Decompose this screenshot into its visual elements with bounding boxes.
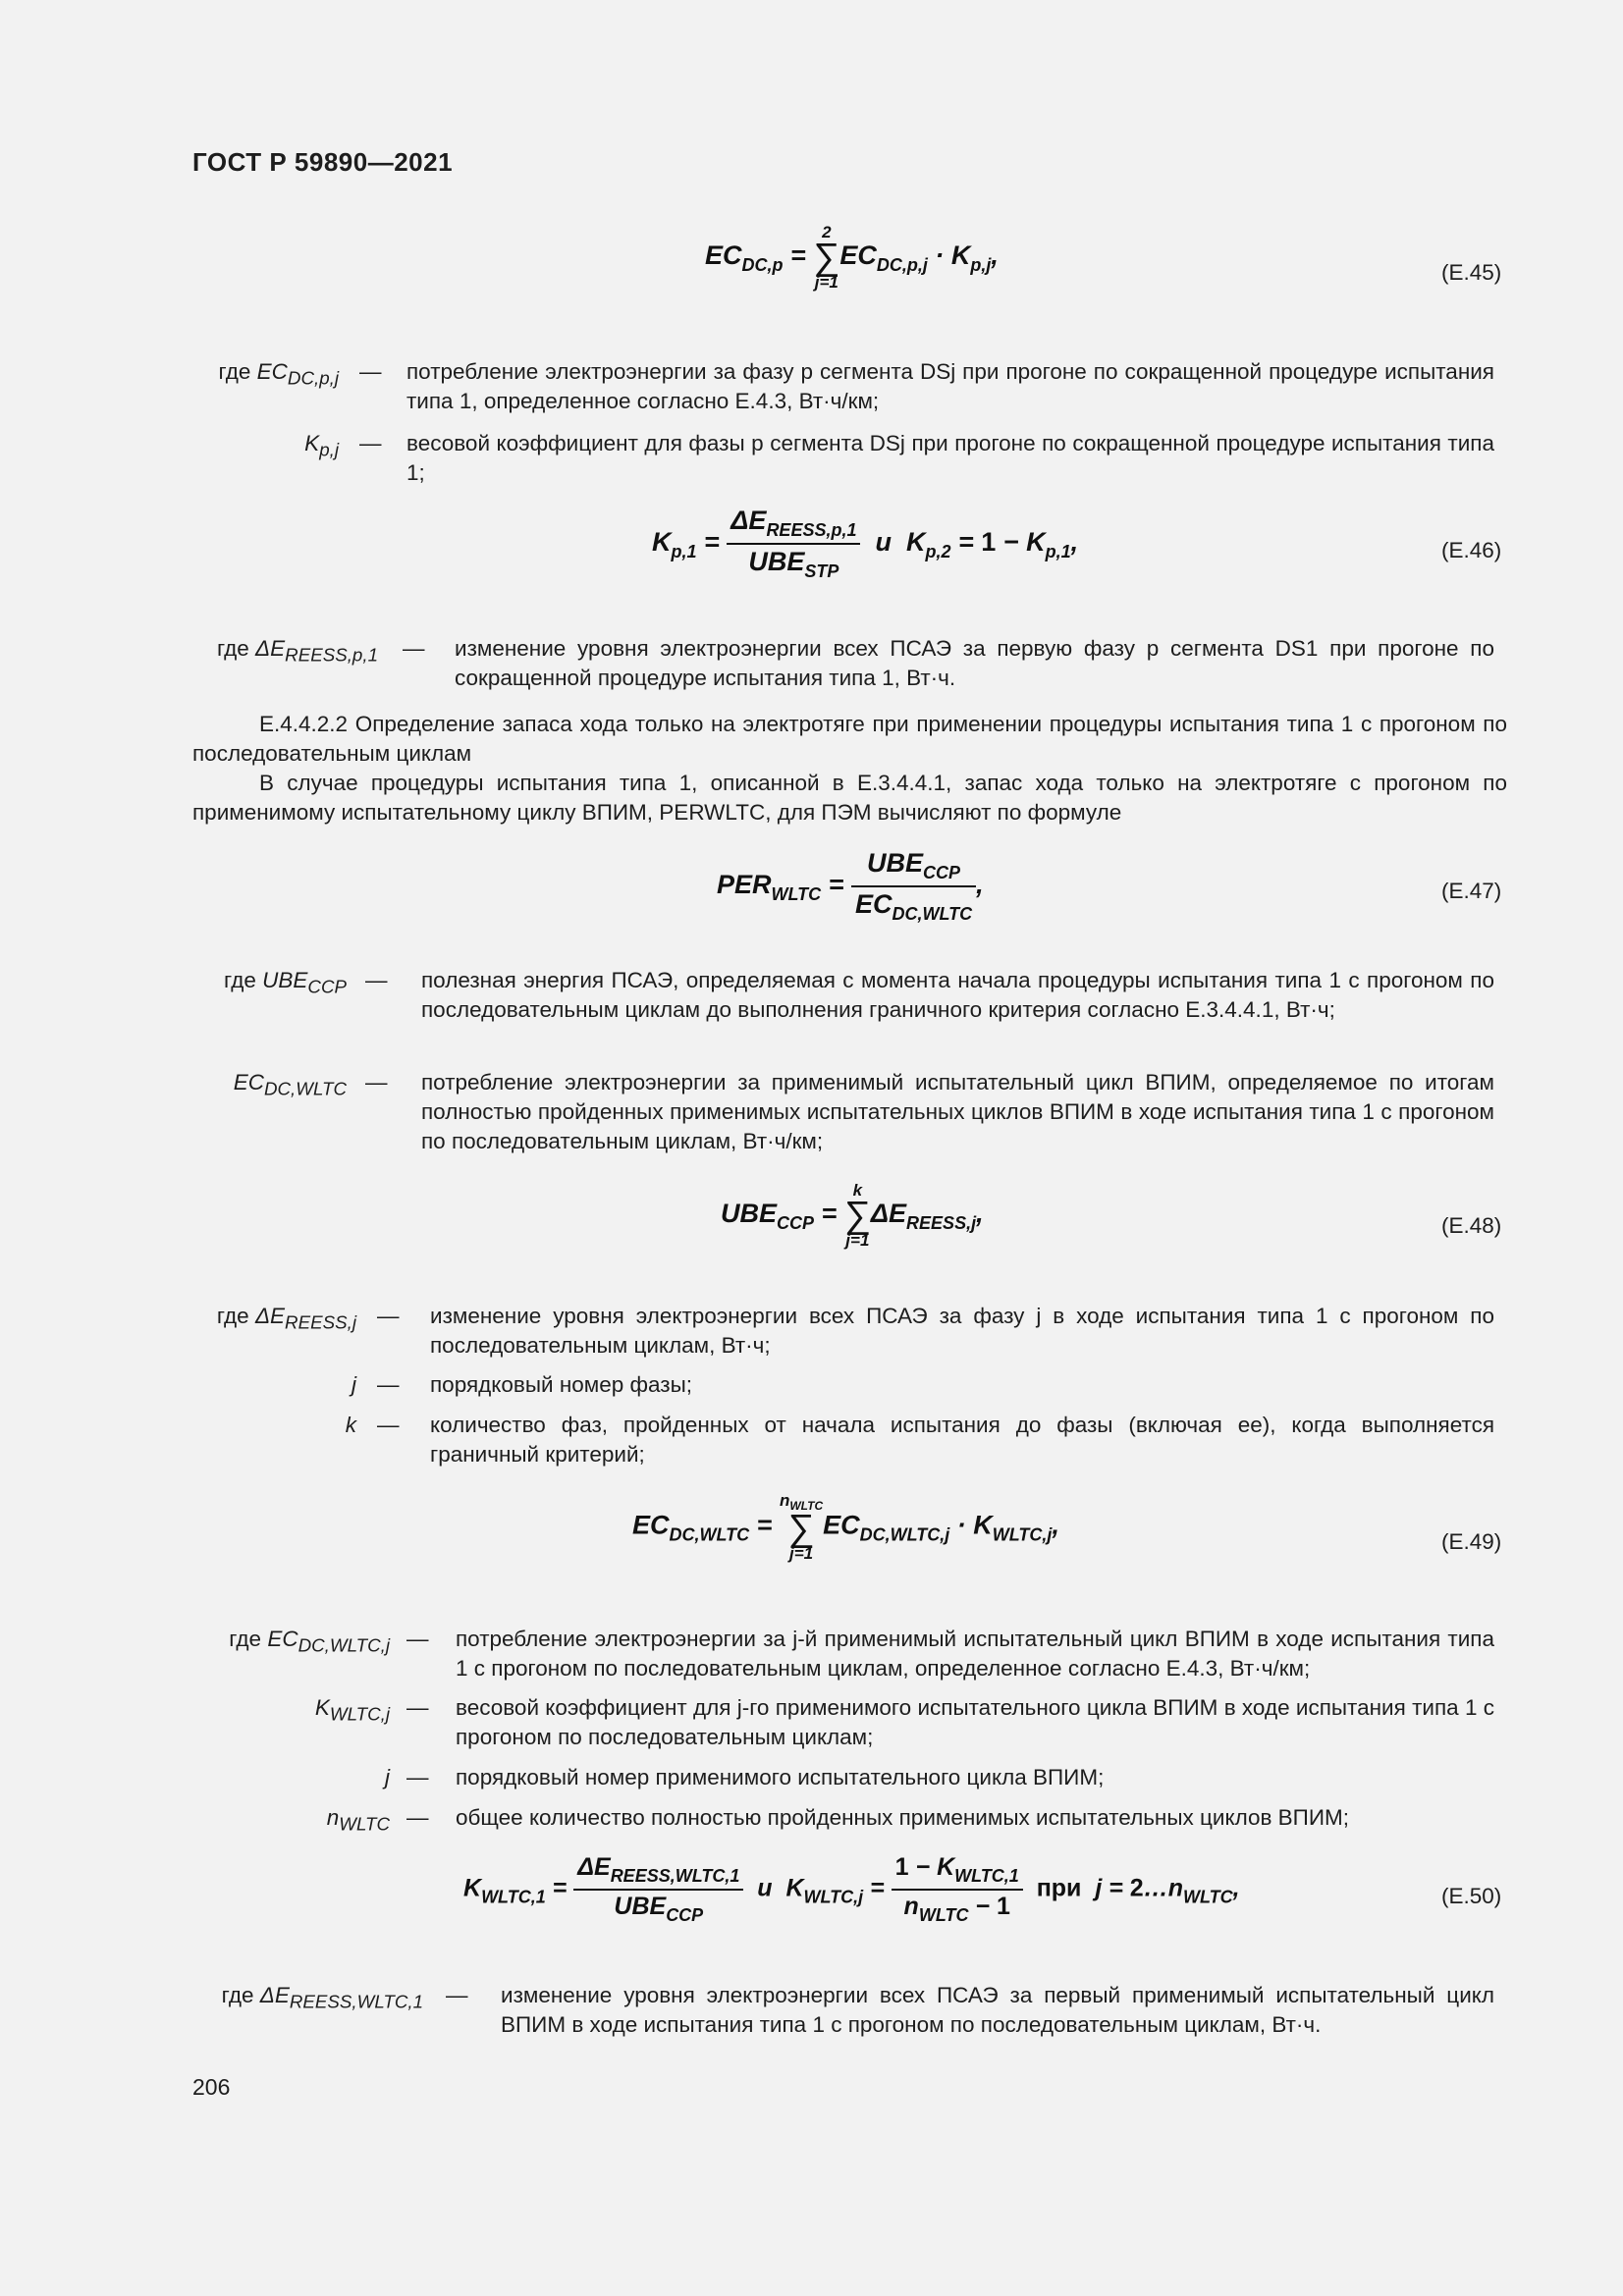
equation-number-e46: (Е.46) [1441, 538, 1502, 562]
and-word: и [875, 527, 892, 558]
term-ube-ccp: где $UBE_{CCP}$ [224, 968, 347, 997]
equation-number-e50: (Е.50) [1441, 1884, 1502, 1908]
term-ec-dc-p-j: где $EC_{DC,p,j}$ [218, 359, 339, 389]
definition-dash: — [377, 1413, 400, 1437]
definition-dash: — [406, 1627, 429, 1651]
equation-number-e49: (Е.49) [1441, 1529, 1502, 1554]
formula-e48: $UBE_{CCP}$ = k ∑ j=1 $\Delta E_{REESS,j}$, [721, 1181, 984, 1250]
section-paragraph-e4422: Е.4.4.2.2 Определение запаса хода только на электротяге при применении процедуры испытания типа 1 с прогоном по последовательным циклам [192, 712, 1507, 766]
sum-symbol: $n_{WLTC}$ ∑ j=1 [779, 1491, 824, 1563]
where-word: где [216, 1304, 249, 1328]
term-ec-dc-wltc: $EC_{DC,WLTC}$ [233, 1070, 347, 1099]
paragraph-per-wltc: В случае процедуры испытания типа 1, описанной в Е.3.4.4.1, запас хода только на электротяге с прогоном по применимому испытательному циклу ВПИМ, PERWLTC, для ПЭМ вычисляют по формуле [192, 771, 1507, 825]
fraction: $\frac{\Delta E_{REESS,p,1}}{UBE_{STP}}$ [727, 506, 860, 582]
definition-k-wltc-j: весовой коэффициент для j-го применимого испытательного цикла ВПИМ в ходе испытания типа 1 с прогоном по последовательным циклам; [456, 1695, 1494, 1749]
formula-e47: $PER_{WLTC}$ = $\frac{UBE_{CCP}}{EC_{DC,WLTC}}$ , [717, 848, 984, 924]
formula-e50: $K_{WLTC,1}$ = $\frac{\Delta E_{REESS,WLTC,1}}{UBE_{CCP}}$ и $K_{WLTC,j}$ = $\frac{1 - K_{WLTC,1}}{n_{WLTC} - 1}$ при $j = 2\dots n_{WLTC}$, [463, 1853, 1240, 1925]
definition-dash: — [406, 1695, 429, 1720]
where-word: где [216, 636, 249, 661]
definition-ube-ccp: полезная энергия ПСАЭ, определяемая с момента начала процедуры испытания типа 1 с прогоном по последовательным циклам до выполнения граничного критерия согласно Е.3.4.4.1, Вт·ч; [421, 968, 1494, 1022]
definition-delta-e-reess-wltc-1: изменение уровня электроэнергии всех ПСАЭ за первый применимый испытательный цикл ВПИМ в ходе испытания типа 1 с прогоном по последовательным циклам, Вт·ч. [501, 1983, 1494, 2037]
where-word: где [224, 968, 256, 992]
definition-dash: — [377, 1304, 400, 1328]
definition-delta-e-reess-j: изменение уровня электроэнергии всех ПСАЭ за фазу j в ходе испытания типа 1 с прогоном по последовательным циклам, Вт·ч; [430, 1304, 1494, 1358]
definition-j: порядковый номер фазы; [430, 1372, 693, 1397]
formula-e46: $K_{p,1}$ = $\frac{\Delta E_{REESS,p,1}}{UBE_{STP}}$ и $K_{p,2} = 1 - K_{p,1}$, [652, 506, 1079, 581]
definition-n-wltc: общее количество полностью пройденных применимых испытательных циклов ВПИМ; [456, 1805, 1350, 1830]
page-number: 206 [192, 2074, 231, 2100]
fraction: $\frac{1 - K_{WLTC,1}}{n_{WLTC} - 1}$ [892, 1853, 1023, 1926]
definition-k: количество фаз, пройденных от начала испытания до фазы (включая ее), когда выполняется граничный критерий; [430, 1413, 1494, 1467]
term-k-p-j: $K_{p,j}$ [304, 431, 339, 460]
formula-e45: $EC_{DC,p}$ = 2 ∑ j=1 $EC_{DC,p,j} \cdot K_{p,j}$, [705, 223, 999, 292]
term-ec-dc-wltc-j: где $EC_{DC,WLTC,j}$ [229, 1627, 390, 1656]
definition-dash: — [446, 1983, 468, 2007]
term-j: j [385, 1765, 390, 1789]
equation-number-e47: (Е.47) [1441, 879, 1502, 903]
equation-number-e48: (Е.48) [1441, 1213, 1502, 1238]
where-word: где [221, 1983, 254, 2007]
definition-dash: — [359, 431, 382, 455]
term-k-wltc-j: $K_{WLTC,j}$ [314, 1695, 390, 1725]
sum-symbol: k ∑ j=1 [843, 1181, 871, 1250]
definition-dash: — [406, 1765, 429, 1789]
definition-dash: — [365, 968, 388, 992]
definition-j-cycle: порядковый номер применимого испытательного цикла ВПИМ; [456, 1765, 1105, 1789]
term-j: j [352, 1372, 356, 1397]
fraction: $\frac{UBE_{CCP}}{EC_{DC,WLTC}}$ [851, 848, 976, 925]
term-k: k [345, 1413, 356, 1437]
term-delta-e-reess-j: где $\Delta E_{REESS,j}$ [216, 1304, 356, 1333]
fraction: $\frac{\Delta E_{REESS,WLTC,1}}{UBE_{CCP}}$ [573, 1853, 743, 1926]
document-header: ГОСТ Р 59890—2021 [192, 147, 454, 177]
definition-dash: — [406, 1805, 429, 1830]
where-word: где [229, 1627, 262, 1651]
term-delta-e-reess-p-1: где $\Delta E_{REESS,p,1}$ [216, 636, 378, 666]
definition-dash: — [403, 636, 425, 661]
term-n-wltc: $n_{WLTC}$ [326, 1805, 390, 1835]
when-word: при [1036, 1874, 1082, 1902]
term-delta-e-reess-wltc-1: где $\Delta E_{REESS,WLTC,1}$ [221, 1983, 423, 2012]
definition-dash: — [377, 1372, 400, 1397]
where-word: где [218, 359, 251, 384]
and-word: и [757, 1874, 773, 1902]
definition-delta-e-reess-p-1: изменение уровня электроэнергии всех ПСАЭ за первую фазу p сегмента DS1 при прогоне по сокращенной процедуре испытания типа 1, Вт·ч. [455, 636, 1494, 690]
equation-number-e45: (Е.45) [1441, 260, 1502, 285]
definition-ec-dc-wltc-j: потребление электроэнергии за j-й применимый испытательный цикл ВПИМ в ходе испытания типа 1 с прогоном по последовательным циклам, определенное согласно Е.4.3, Вт·ч/км; [456, 1627, 1494, 1681]
definition-ec-dc-wltc: потребление электроэнергии за применимый испытательный цикл ВПИМ, определяемое по итогам полностью пройденных применимых испытательных циклов ВПИМ в ходе испытания типа 1 с прогоном по последовательным циклам, Вт·ч/км; [421, 1070, 1494, 1153]
formula-e49: $EC_{DC,WLTC}$ = $n_{WLTC}$ ∑ j=1 $EC_{DC,WLTC,j} \cdot K_{WLTC,j}$, [632, 1491, 1059, 1563]
definition-dash: — [359, 359, 382, 384]
definition-k-p-j: весовой коэффициент для фазы p сегмента DSj при прогоне по сокращенной процедуре испытания типа 1; [406, 431, 1494, 485]
definition-ec-dc-p-j: потребление электроэнергии за фазу p сегмента DSj при прогоне по сокращенной процедуре испытания типа 1, определенное согласно Е.4.3, Вт·ч/км; [406, 359, 1494, 413]
sum-symbol: 2 ∑ j=1 [813, 223, 840, 292]
definition-dash: — [365, 1070, 388, 1095]
